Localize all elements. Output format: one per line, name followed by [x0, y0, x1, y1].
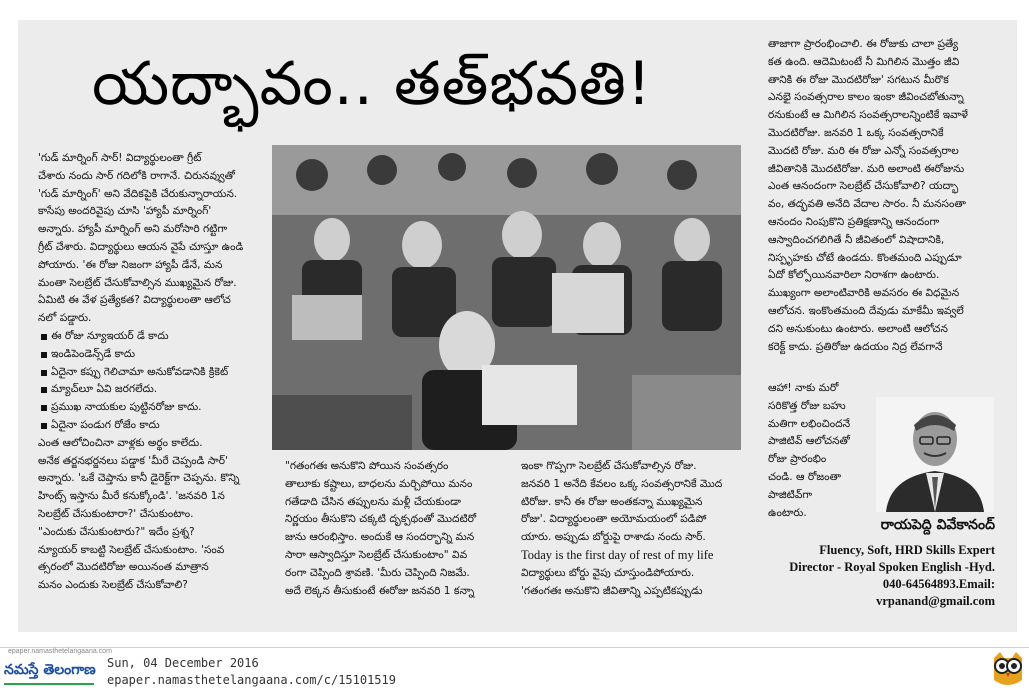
middle-paragraph-1: "గతంగతః అనుకొని పోయిన సంవత్సరం తాలూకు కష్టాలు, బాధలను మర్చిపోయి మనం గతేడాది చేసిన తప్పులను మళ్లీ చేయకుండా నిర్ణయం తీసుకొని చక్కటి దృక్పథంతో మొదటిరో జును ఆరంభిస్తాం. అందుకే ఆ సందర్భాన్ని మన సారా ఆస్వాదిస్తూ సెలబ్రేట్ చేసుకుంటాం" వివ రంగా చెప్పింది శ్రావణి. 'మీరు చెప్పింది నిజమే. అదే లెక్కన తీసుకుంటే ఈరోజు జనవరి 1 కన్నా: [285, 460, 477, 597]
bullet-item: ఏదైనా పండుగ రోజేం కాదు: [38, 417, 268, 435]
brand-logo[interactable]: నమస్తే తెలంగాణ: [4, 662, 96, 678]
bullet-item: ఈ రోజు న్యూఇయర్ డే కాదు: [38, 328, 268, 346]
owl-icon[interactable]: [990, 650, 1026, 688]
author-name: రాయపెద్ది వివేకానంద్: [880, 517, 995, 533]
column-middle-2: [521, 458, 741, 618]
bullet-item: ప్రముఖ నాయకుల పుట్టినరోజు కాదు.: [38, 399, 268, 417]
author-byline: [760, 517, 995, 610]
right-paragraph: తాజాగా ప్రారంభించాలి. ఈ రోజుకు చాలా ప్రత్యే కత ఉంది. ఆదెమిటంటే నీ మిగిలిన మొత్తం జీవి తానికి ఈ రోజు మొదటిరోజు' సగటున మీరొక ఎనభై సంవత్సరాల కాలం ఇంకా జీవించబోతున్నా రనుకుంటే ఆ మిగిలిన సంవత్సరాలన్నింటికే ఇవాళే మొదటిరోజు. జనవరి 1 ఒక్క సంవత్సరానికే మొదటి రోజు. మరి ఈ రోజు ఎన్నో సంవత్సరాల జీవితానికి మొదటిరోజు. మరి అలాంటి ఈరోజును ఎంత ఆనందంగా సెలబ్రేట్ చేసుకోవాలి? యద్భా వం, తద్భవతి అనేది వేదాల సారం. నీ మనసంతా ఆనందం నింపుకొని ప్రతిక్షణాన్ని ఆనందంగా ఆస్వాదించగలిగితే నీ జీవితంలో విషాదానికి, నిస్పృహకు చోటే ఉండదు. కొంతమంది ఎప్పుడూ ఏదో కోల్పోయినవారిలా నిరాశగా ఉంటారు. ముఖ్యంగా అలాంటివారికి అవసరం ఈ విధమైన ఆలోచన. ఇంకొంతమంది దేవుడు మాకేమీ ఇవ్వలే దని అనుకుంటు ఉంటారు. అలాంటి ఆలోచన కరెక్ట్ కాదు. ప్రతిరోజు ఉదయం నిద్ర లేవగానే: [768, 38, 968, 353]
column-right-bottom: [768, 380, 880, 520]
bullet-item: మ్యాచ్‌లూ ఏవి జరగలేదు.: [38, 381, 268, 399]
author-org: Director - Royal Spoken English -Hyd.: [789, 560, 995, 574]
right-paragraph-2: ఆహా! నాకు మరో సరికొత్త రోజు బహు మతిగా లభించిందనే పాజిటివ్ ఆలోచనతో రోజు ప్రారంభిం చండి. ఆ రోజంతా పాజిటివ్‌గా ఉంటారు.: [768, 382, 851, 519]
author-photo: [876, 397, 994, 512]
english-quote: Today is the first day of rest of my life: [521, 547, 714, 562]
brand-site: epaper.namasthetelangaana.com: [8, 648, 112, 655]
bullet-item: ఏదైనా కప్పు గెలిచామా అనుకోవడానికి క్రికెట్: [38, 364, 268, 382]
brand-underline: [4, 683, 94, 685]
column-middle-1: [285, 458, 503, 618]
headline: యద్భావం.. తత్‌భవతి!: [92, 49, 652, 119]
footer-divider: [0, 647, 1029, 648]
edition-date: Sun, 04 December 2016: [107, 656, 259, 670]
author-phone: 040-64564893.Email:: [882, 577, 995, 591]
column-left: [38, 150, 268, 610]
classroom-photo: [272, 145, 741, 450]
middle-paragraph-2: ఇంకా గొప్పగా సెలబ్రేట్ చేసుకోవాల్సిన రోజు. జనవరి 1 అనేది కేవలం ఒక్క సంవత్సరానికే మొద టిరోజు. కానీ ఈ రోజు అంతకన్నా ముఖ్యమైన రోజు'. విద్యార్థులంతా అయోమయంలో పడిపో యారు. అప్పుడు బోర్డుపై రాశాడు నందు సార్.: [521, 460, 723, 544]
clip-url[interactable]: epaper.namasthetelangaana.com/c/15101519: [107, 673, 396, 687]
author-email[interactable]: vrpanand@gmail.com: [876, 594, 995, 608]
left-paragraph-1: 'గుడ్ మార్నింగ్ సార్! విద్యార్థులంతా గ్రీట్ చేశారు నందు సార్ గదిలోకి రాగానే. చిరునవ్వుతో 'గుడ్ మార్నింగ్' అని వేదికపైకి చేరుకున్నారాయన. కాసేపు అందరివైపు చూసి 'హ్యాపీ మార్నింగ్' అన్నారు. హ్యాపీ మార్నింగ్ అని మరోసారి గట్టిగా గ్రీట్ చేశారు. విద్యార్థులు ఆయన వైపే చూస్తూ ఉండి పోయారు. 'ఈ రోజు నిజంగా హ్యాపీ డేనే, మన మంతా సెలబ్రేట్ చేసుకోవాల్సిన ముఖ్యమైన రోజు. ఏమిటి ఈ వేళ ప్రత్యేకత? విద్యార్థులంతా ఆలోచ నలో పడ్డారు.: [38, 152, 244, 325]
left-paragraph-2: ఎంత ఆలోచించినా వాళ్లకు అర్థం కాలేదు. అనేక తర్జనభర్జనలు పడ్డాక 'మీరే చెప్పండి సార్' అన్నారు. 'ఒకే చెప్తాను కానీ డైరెక్ట్‌గా చెప్పను. కొన్ని హింట్స్ ఇస్తాను మీరే కనుక్కోండి'. 'జనవరి 1న సెలబ్రేట్ చేసుకుంటారా?' చేసుకుంటాం. "ఎందుకు చేసుకుంటారు?" ఇదేం ప్రశ్న? న్యూయర్ కాబట్టి సెలబ్రేట్ చేసుకుంటాం. 'సంవ త్సరంలో మొదటిరోజు అయినంత మాత్రాన మనం ఎందుకు సెలబ్రేట్ చేసుకోవాలి?: [38, 436, 240, 592]
bullet-item: ఇండిపెండెన్స్‌డే కాదు: [38, 346, 268, 364]
middle-paragraph-3: విద్యార్థులు బోర్డు వైపు చూస్తుండిపోయారు. 'గతంగతః అనుకొని జీవితాన్ని ఎప్పటికప్పుడు: [521, 566, 703, 597]
bullet-list: [38, 328, 268, 435]
author-title: Fluency, Soft, HRD Skills Expert: [819, 543, 995, 557]
column-right: [768, 36, 996, 381]
